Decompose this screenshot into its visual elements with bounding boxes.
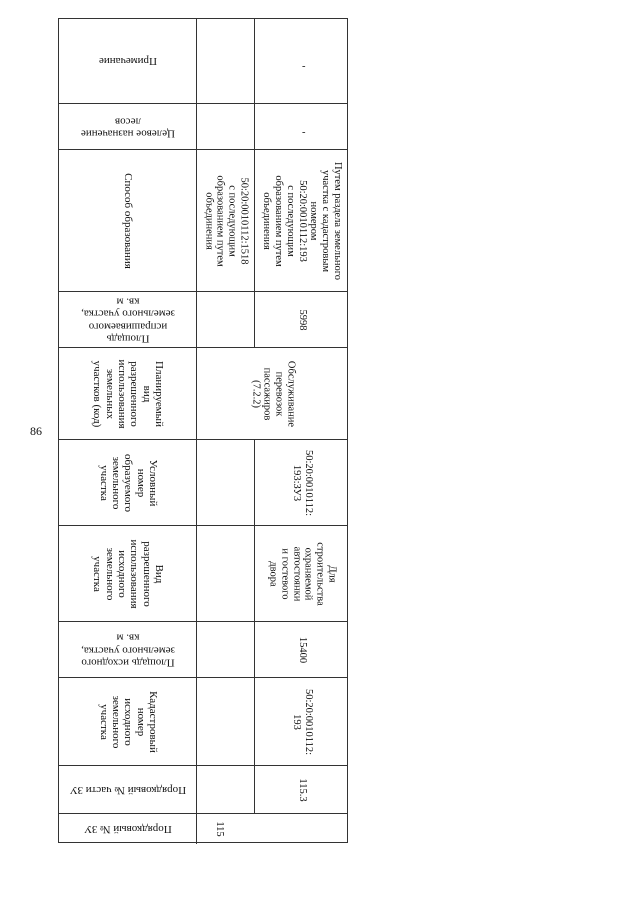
cell-method: Путем раздела земельного участка с кадастровым номером 50:20:0010112:193 с последующим образованием путем объединения [261,161,344,280]
header-source-use: Вид разрешенного использования исходного земельного участка [90,538,165,609]
data-cell [196,348,349,439]
header-area-new: Площадь испрашиваемого земельного участка, кв. м [80,295,175,345]
table-row [59,677,347,765]
header-planned-use: Планируемый вид разрешенного использования земельных участков (код) [90,358,165,429]
cell-method-top: 50:20:0010112:1518 с последующим образованием путем объединения [202,174,249,267]
table-row [59,621,347,677]
data-cell [254,104,349,149]
cell-forest: - [302,126,306,138]
data-cell [196,150,254,291]
header-cell [59,766,196,813]
cell-area-src: 15400 [296,636,308,663]
page-number: 86 [30,424,42,438]
header-method: Способ образования [121,172,134,269]
data-cell [196,814,349,844]
data-cell [254,678,349,765]
table-row [59,19,347,103]
cell-zu-no: 115 [213,821,225,837]
header-part-no: Порядковый № части ЗУ [69,783,186,796]
data-cell [254,292,349,347]
cell-note: - [302,61,306,72]
header-cad-num: Кадастровый номер исходного земельного участка [97,690,159,753]
cell-cad-num: 50:20:0010112: 193 [291,688,314,755]
header-cell [59,678,196,765]
header-cell [59,348,196,439]
header-forest: Целевое назначение лесов [80,114,175,139]
table-row [59,439,347,525]
data-cell [254,622,349,677]
table-row [59,765,347,813]
header-note: Примечание [98,55,157,68]
cell-source-use: Для строительства охраняемой автостоянки и гостевого двора [267,541,338,606]
table-row [59,347,347,439]
land-plot-table [58,18,348,843]
cell-planned-use: Обслуживание перевозок пассажиров (7.2.2) [250,360,297,427]
header-cell [59,150,196,291]
header-cell [59,440,196,525]
header-zu-no: Порядковый № ЗУ [83,823,172,836]
header-cell [59,526,196,621]
header-cell [59,104,196,149]
header-cell [59,814,196,844]
cell-part-no: 115.3 [296,777,308,802]
header-cond-num: Условный номер образуемого земельного участка [97,453,159,512]
cell-area-new: 5998 [296,309,308,330]
data-cell [254,440,349,525]
table-row [59,149,347,291]
table-row [59,103,347,149]
cell-cond-num: 50:20:0010112: 193:ЗУ3 [291,449,314,516]
header-cell [59,19,196,103]
data-cell [254,766,349,813]
header-area-src: Площадь исходного земельного участка, кв. м [80,631,175,668]
data-cell [254,19,349,103]
data-cell [254,150,349,291]
header-cell [59,622,196,677]
data-cell [254,526,349,621]
table-row [59,291,347,347]
header-cell [59,292,196,347]
table-row [59,813,347,844]
table-row [59,525,347,621]
